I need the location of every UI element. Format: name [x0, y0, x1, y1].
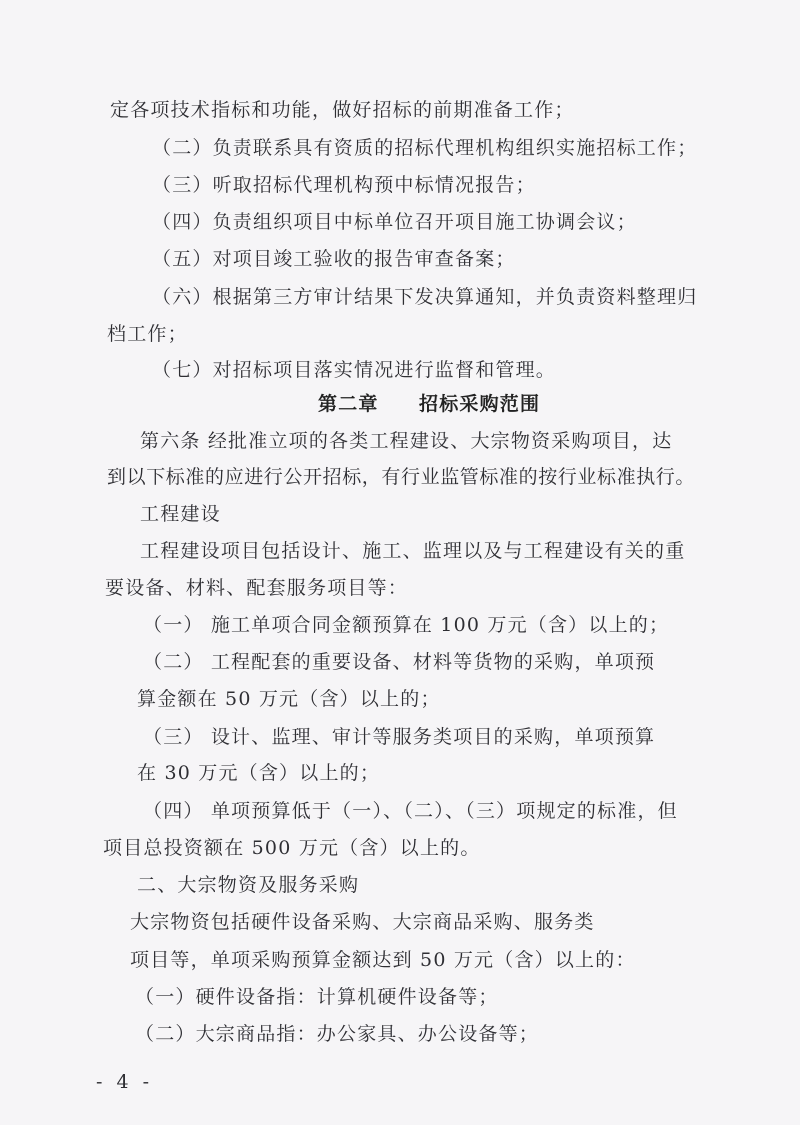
- section-heading: 工程建设: [140, 503, 221, 525]
- text-line: 项目等，单项采购预算金额达到 50 万元（含）以上的：: [130, 949, 636, 971]
- text-line: 要设备、材料、配套服务项目等：: [105, 577, 409, 599]
- list-item: （二） 工程配套的重要设备、材料等货物的采购，单项预: [143, 651, 656, 673]
- text-line: 在 30 万元（含）以上的；: [137, 762, 381, 784]
- list-item: （一）硬件设备指：计算机硬件设备等；: [135, 986, 499, 1008]
- list-item: （三）听取招标代理机构预中标情况报告；: [152, 174, 536, 196]
- list-item: （五）对项目竣工验收的报告审查备案；: [152, 248, 516, 270]
- page-number: - 4 -: [96, 1071, 154, 1093]
- list-item: （三） 设计、监理、审计等服务类项目的采购，单项预算: [143, 726, 656, 748]
- text-line: 工程建设项目包括设计、施工、监理以及与工程建设有关的重: [140, 540, 686, 562]
- list-item: （七）对招标项目落实情况进行监督和管理。: [152, 359, 557, 381]
- list-item: （二）大宗商品指：办公家具、办公设备等；: [135, 1023, 540, 1045]
- list-item: （四）负责组织项目中标单位召开项目施工协调会议；: [152, 211, 637, 233]
- list-item: （二）负责联系具有资质的招标代理机构组织实施招标工作；: [152, 137, 698, 159]
- text-line: 项目总投资额在 500 万元（含）以上的。: [103, 837, 481, 859]
- text-line: 大宗物资包括硬件设备采购、大宗商品采购、服务类: [130, 911, 595, 933]
- list-item: （一） 施工单项合同金额预算在 100 万元（含）以上的；: [143, 614, 670, 636]
- list-item: （四） 单项预算低于（一）、（二）、（三）项规定的标准，但: [143, 800, 678, 822]
- chapter-heading: 第二章 招标采购范围: [318, 393, 541, 415]
- article-text: 第六条 经批准立项的各类工程建设、大宗物资采购项目，达: [140, 430, 673, 452]
- list-item: （六）根据第三方审计结果下发决算通知，并负责资料整理归: [152, 286, 698, 308]
- text-line: 定各项技术指标和功能，做好招标的前期准备工作；: [110, 99, 575, 121]
- text-line: 档工作；: [107, 323, 188, 345]
- section-heading: 二、大宗物资及服务采购: [137, 874, 360, 896]
- text-line: 算金额在 50 万元（含）以上的；: [137, 688, 441, 710]
- text-line: 到以下标准的应进行公开招标，有行业监管标准的按行业标准执行。: [107, 466, 696, 488]
